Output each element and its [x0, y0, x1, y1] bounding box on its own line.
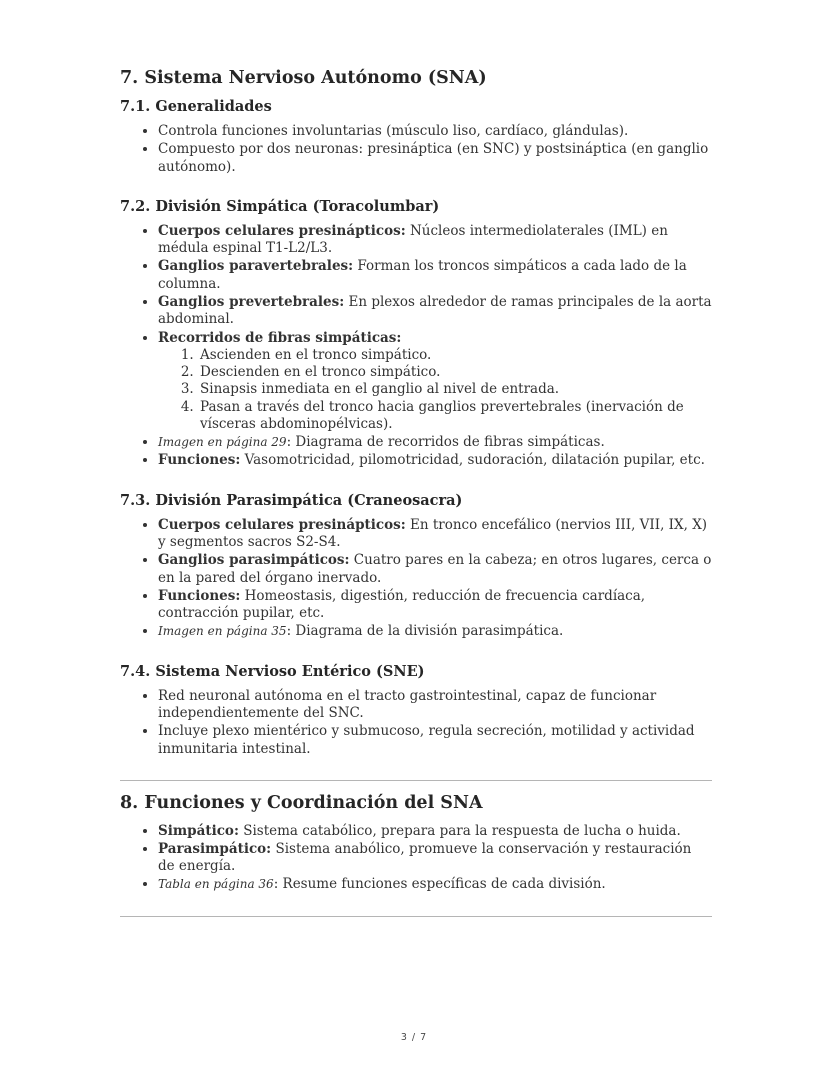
list-item — [158, 688, 712, 723]
list-item — [158, 452, 712, 469]
item-text: Sistema anabólico, promueve la conservación y restauración de energía. — [158, 840, 692, 875]
bullet-list-7-2 — [120, 223, 712, 470]
list-item — [158, 623, 712, 640]
item-text: Sistema catabólico, prepara para la respuesta de lucha o huida. — [238, 822, 681, 839]
list-item — [158, 552, 712, 587]
item-text: Controla funciones involuntarias (músculo liso, cardíaco, glándulas). — [158, 123, 629, 139]
numbered-item: 2. Descienden en el tronco simpático. — [198, 364, 712, 381]
item-lead-bold: Ganglios paravertebrales: — [158, 258, 354, 275]
item-text: Forman los troncos simpáticos a cada lado de la columna. — [158, 258, 687, 292]
list-item — [158, 123, 712, 140]
list-item — [158, 841, 712, 876]
item-text: Red neuronal autónoma en el tracto gastrointestinal, capaz de funcionar independientemente del SNC. — [158, 687, 657, 722]
list-item — [158, 876, 712, 893]
list-item — [158, 330, 712, 434]
list-item — [158, 823, 712, 840]
item-text: Cuatro pares en la cabeza; en otros lugares, cerca o en la pared del órgano inervado. — [158, 552, 712, 586]
list-item — [158, 294, 712, 329]
item-lead-bold: Cuerpos celulares presinápticos: — [158, 222, 406, 239]
item-lead-italic: Imagen en página 35 — [158, 624, 287, 639]
subsection-heading-7-1: 7.1. Generalidades — [120, 97, 272, 115]
subsection-heading-7-3: 7.3. División Parasimpática (Craneosacra) — [120, 491, 463, 509]
list-item — [158, 517, 712, 552]
item-text: : Diagrama de recorridos de fibras simpáticas. — [286, 434, 605, 451]
item-lead-bold: Funciones: — [158, 452, 241, 469]
section-divider — [120, 780, 712, 781]
page-number: 3 / 7 — [400, 1032, 428, 1043]
item-text: Homeostasis, digestión, reducción de frecuencia cardíaca, contracción pupilar, etc. — [158, 587, 646, 622]
numbered-item: 1. Ascienden en el tronco simpático. — [198, 347, 712, 364]
item-lead-bold: Simpático: — [158, 822, 239, 839]
item-text: Incluye plexo mientérico y submucoso, regula secreción, motilidad y actividad inmunitaria intestinal. — [158, 723, 695, 757]
list-item — [158, 223, 712, 258]
list-item — [158, 434, 712, 451]
item-lead-bold: Ganglios prevertebrales: — [158, 293, 345, 310]
subsection-heading-7-4: 7.4. Sistema Nervioso Entérico (SNE) — [120, 662, 425, 680]
item-lead-bold: Ganglios parasimpáticos: — [158, 552, 350, 569]
section-heading-7: 7. Sistema Nervioso Autónomo (SNA) — [120, 68, 487, 88]
item-text: Vasomotricidad, pilomotricidad, sudoración, dilatación pupilar, etc. — [240, 452, 705, 469]
item-lead-italic: Tabla en página 36 — [158, 877, 274, 892]
item-lead-italic: Imagen en página 29 — [158, 435, 287, 450]
list-item — [158, 258, 712, 293]
bullet-list-7-1 — [120, 123, 712, 176]
item-text: : Resume funciones específicas de cada división. — [273, 876, 606, 893]
item-text: En tronco encefálico (nervios III, VII, IX, X) y segmentos sacros S2-S4. — [158, 516, 708, 551]
bullet-list-7-3 — [120, 517, 712, 641]
item-lead-bold: Parasimpático: — [158, 840, 272, 857]
item-text: Compuesto por dos neuronas: presináptica (en SNC) y postsináptica (en ganglio autónomo). — [158, 141, 709, 175]
item-text: Núcleos intermediolaterales (IML) en médula espinal T1-L2/L3. — [158, 222, 668, 257]
section-heading-8: 8. Funciones y Coordinación del SNA — [120, 792, 483, 813]
list-item — [158, 141, 712, 176]
section-divider — [120, 916, 712, 917]
subsection-heading-7-2: 7.2. División Simpática (Toracolumbar) — [120, 197, 440, 215]
numbered-item: 4. Pasan a través del tronco hacia ganglios prevertebrales (inervación de vísceras abdominopélvicas). — [198, 399, 712, 434]
numbered-item: 3. Sinapsis inmediata en el ganglio al nivel de entrada. — [198, 381, 712, 398]
numbered-sublist — [158, 347, 712, 433]
document-content — [120, 68, 712, 929]
list-item — [158, 588, 712, 623]
item-text: : Diagrama de la división parasimpática. — [286, 623, 564, 640]
item-lead-bold: Funciones: — [158, 587, 241, 604]
item-lead-bold: Cuerpos celulares presinápticos: — [158, 516, 406, 533]
bullet-list-8 — [120, 823, 712, 894]
bullet-list-7-4 — [120, 688, 712, 758]
list-item — [158, 723, 712, 758]
item-text: En plexos alrededor de ramas principales de la aorta abdominal. — [158, 293, 712, 328]
item-lead-bold: Recorridos de fibras simpáticas: — [158, 329, 402, 346]
